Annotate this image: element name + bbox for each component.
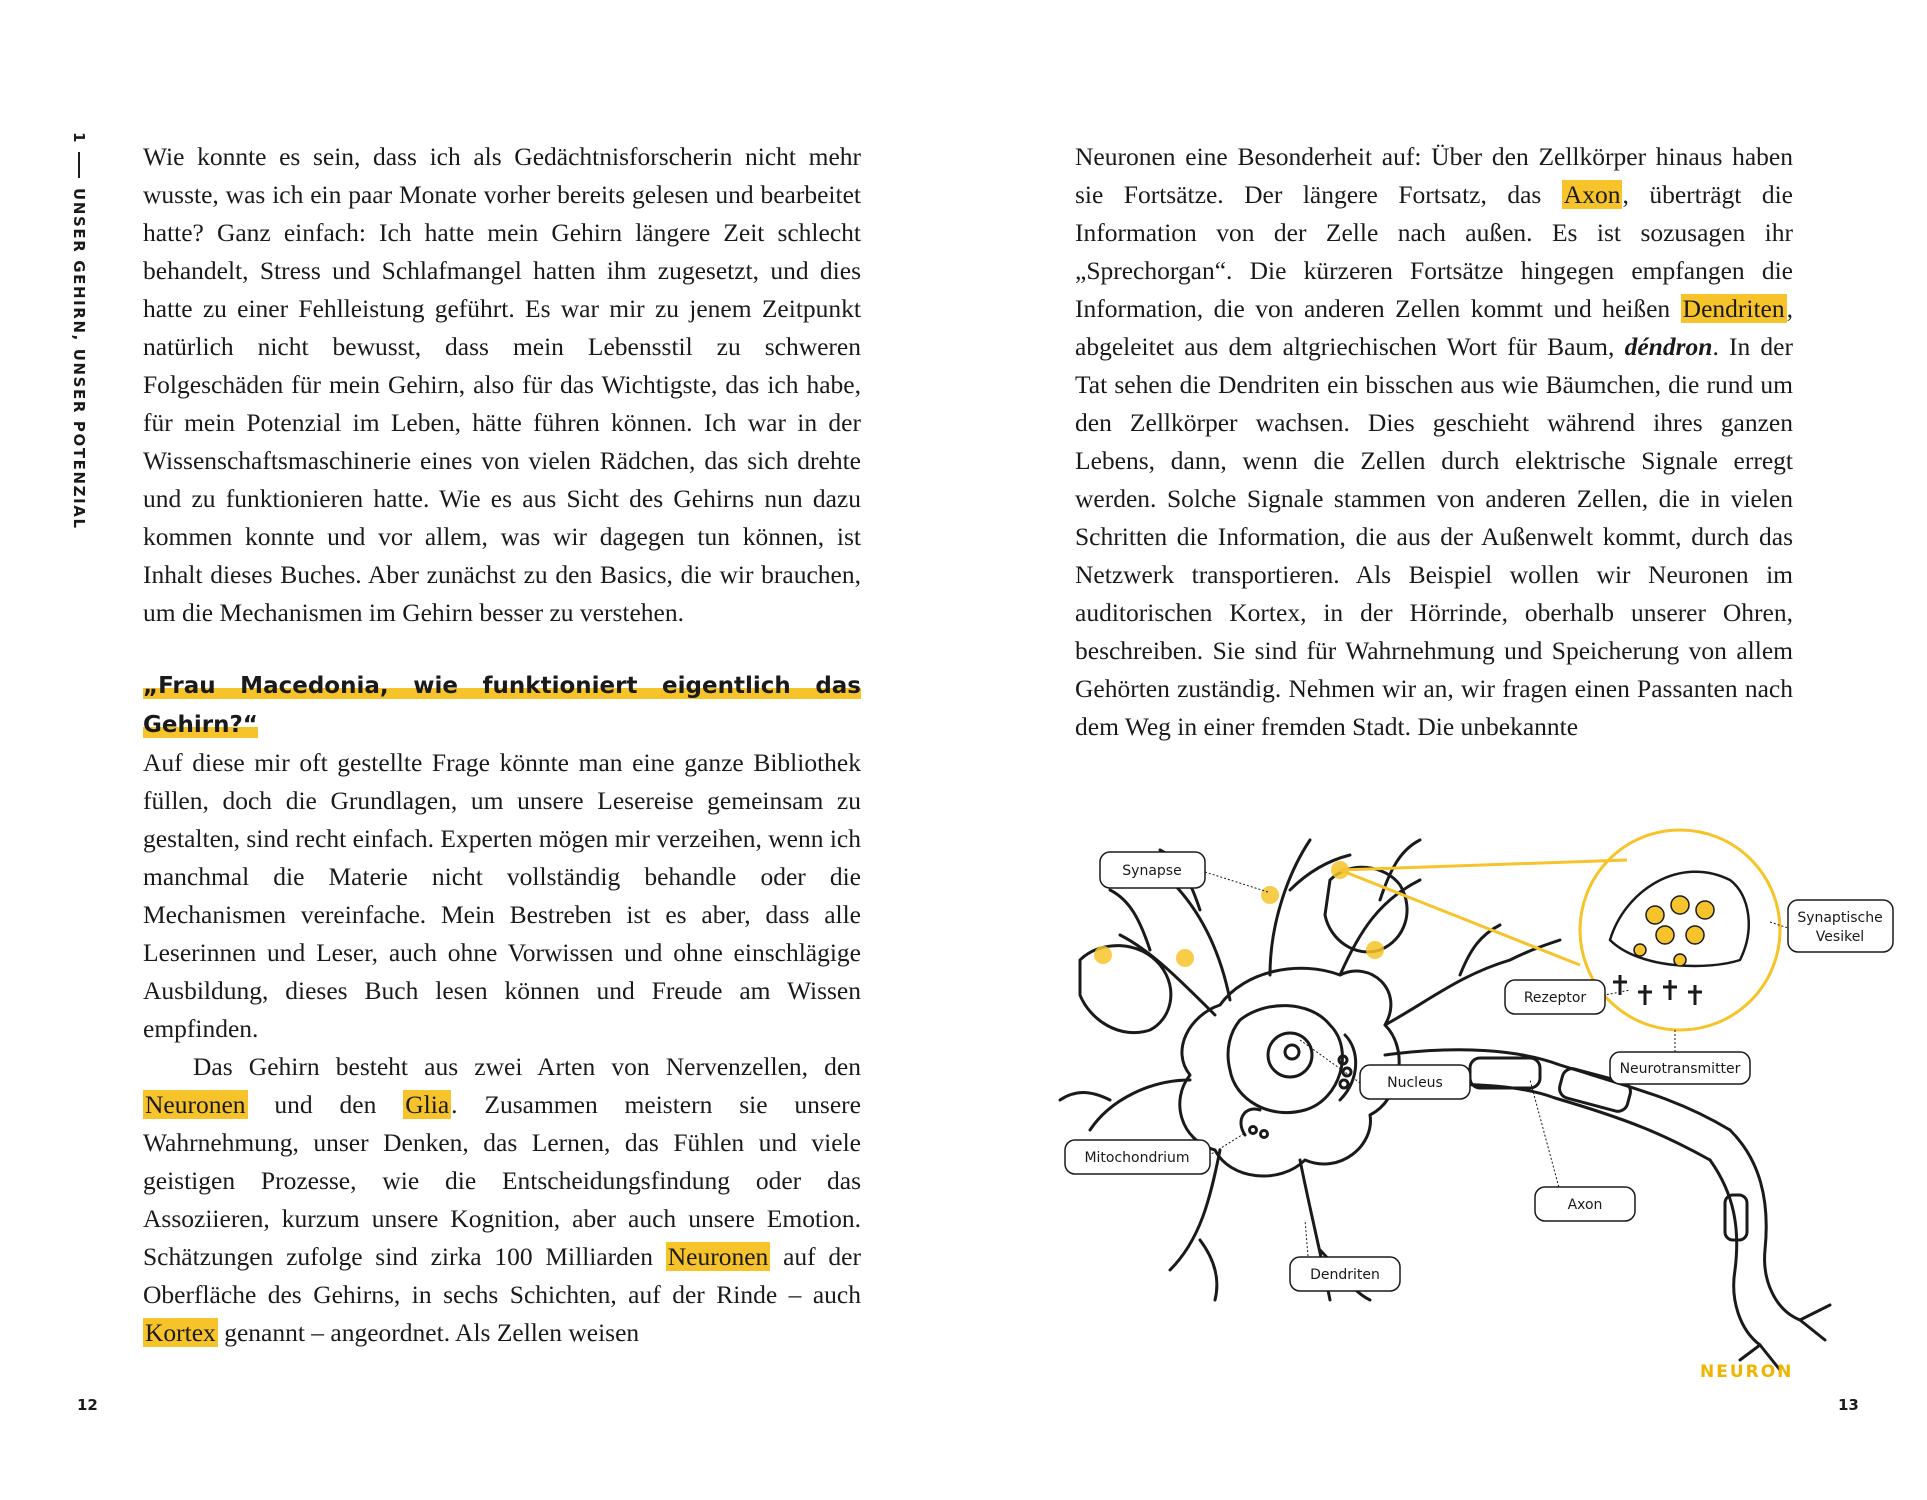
paragraph: Das Gehirn besteht aus zwei Arten von Nervenzellen, den Neuronen und den Glia. Zusammen meistern sie unsere Wahrnehmung, unser Denken, das Lernen, das Fühlen und viele geistigen Prozesse, wie die Entscheidungsfindung oder das Assoziieren, kurzum unsere Kognition, aber auch unsere Emotion. Schätzungen zufolge sind zirka 100 Milliarden Neuronen auf der Oberfläche des Gehirns, in sechs Schichten, auf der Rinde – auch Kortex genannt – angeordnet. Als Zellen weisen [143,1052,861,1347]
paragraph: Neuronen eine Besonderheit auf: Über den Zellkörper hinaus haben sie Fortsätze. Der längere Fortsatz, das Axon, überträgt die Information von der Zelle nach außen. Es ist sozusagen ihr „Sprechorgan“. Die kürzeren Fortsätze hingegen empfangen die Information, die von anderen Zellen kommt und heißen Dendriten, abgeleitet aus dem altgriechischen Wort für Baum, déndron. In der Tat sehen die Dendriten ein bisschen aus wie Bäumchen, die rund um den Zellkörper wachsen. Dies geschieht während ihres ganzen Lebens, dann, wenn die Zellen durch elektrische Signale erregt werden. Solche Signale stammen von anderen Zellen, die in vielen Schritten die Information, die aus der Außenwelt kommt, durch das Netzwerk transportieren. Als Beispiel wollen wir Neuronen im auditorischen Kortex, in der Hörrinde, oberhalb unserer Ohren, beschreiben. Sie sind für Wahrnehmung und Speicherung von allem Gehörten zuständig. Nehmen wir an, wir fragen einen Passanten nach dem Weg in einer fremden Stadt. Die unbekannte [1075,142,1793,741]
svg-text:Synapse: Synapse [1122,863,1182,879]
svg-text:Mitochondrium: Mitochondrium [1084,1150,1190,1166]
svg-text:Rezeptor: Rezeptor [1523,990,1587,1006]
highlight-term: Axon [1563,180,1621,209]
highlight-term: Neuronen [667,1242,769,1271]
paragraph: Wie konnte es sein, dass ich als Gedächtnisforscherin nicht mehr wusste, was ich ein paar Monate vorher bereits gelesen und bearbeitet hatte? Ganz einfach: Ich hatte mein Gehirn längere Zeit schlecht behandelt, Stress und Schlafmangel hatten ihm zugesetzt, und dies hatte zu einer Fehlleistung geführt. Es war mir zu jenem Zeitpunkt natürlich nicht bewusst, dass mein Lebensstil zu schweren Folgeschäden für mein Gehirn, also für das Wichtigste, das ich habe, für mein Potenzial im Leben, hätte führen können. Ich war in der Wissenschaftsmaschinerie eines von vielen Rädchen, das sich drehte und zu funktionieren hatte. Wie es aus Sicht des Gehirns nun dazu kommen konnte und vor allem, was wir dagegen tun können, ist Inhalt dieses Buches. Aber zunächst zu den Basics, die wir brauchen, um die Mechanismen im Gehirn besser zu verstehen. [143,142,861,627]
header-dash [78,152,80,178]
svg-text:Axon: Axon [1567,1197,1603,1213]
chapter-title: UNSER GEHIRN, UNSER POTENZIAL [70,188,88,530]
label-synaptische-vesikel [1788,900,1893,952]
label-mitochondrium [1065,1140,1210,1174]
running-header [68,132,90,530]
label-synapse [1100,852,1205,888]
svg-text:Synaptische: Synaptische [1797,910,1883,926]
figure-caption: NEURON [1700,1362,1794,1382]
label-neurotransmitter [1610,1052,1750,1084]
label-nucleus [1360,1065,1470,1099]
neuron-diagram [1040,800,1900,1390]
svg-text:Nucleus: Nucleus [1387,1075,1443,1091]
chapter-number: 1 [70,132,88,145]
highlight-term: Dendriten [1682,294,1785,323]
emphasis-term: déndron [1624,332,1713,361]
section-heading: „Frau Macedonia, wie funktioniert eigentlich das Gehirn?“ [143,673,861,738]
label-axon [1535,1187,1635,1221]
left-page-text [143,138,861,1352]
highlight-term: Kortex [145,1318,216,1347]
highlight-term: Glia [405,1090,450,1119]
label-rezeptor [1505,980,1605,1014]
paragraph: Auf diese mir oft gestellte Frage könnte man eine ganze Bibliothek füllen, doch die Grundlagen, um unsere Lesereise gemeinsam zu gestalten, sind recht einfach. Experten mögen mir verzeihen, wenn ich manchmal die Materie nicht vollständig behandle oder die Mechanismen vereinfache. Mein Bestreben ist es aber, dass alle Leserinnen und Leser, auch ohne Vorwissen und ohne einschlägige Ausbildung, dieses Buch lesen können und Freude am Wissen empfinden. [143,748,861,1043]
highlight-term: Neuronen [145,1090,246,1119]
right-page-text [1075,138,1793,746]
svg-text:Vesikel: Vesikel [1815,929,1865,945]
page-number-left: 12 [77,1396,98,1414]
svg-text:Dendriten: Dendriten [1310,1267,1380,1283]
page-number-right: 13 [1838,1396,1859,1414]
svg-text:Neurotransmitter: Neurotransmitter [1619,1061,1741,1077]
label-dendriten [1290,1257,1400,1291]
